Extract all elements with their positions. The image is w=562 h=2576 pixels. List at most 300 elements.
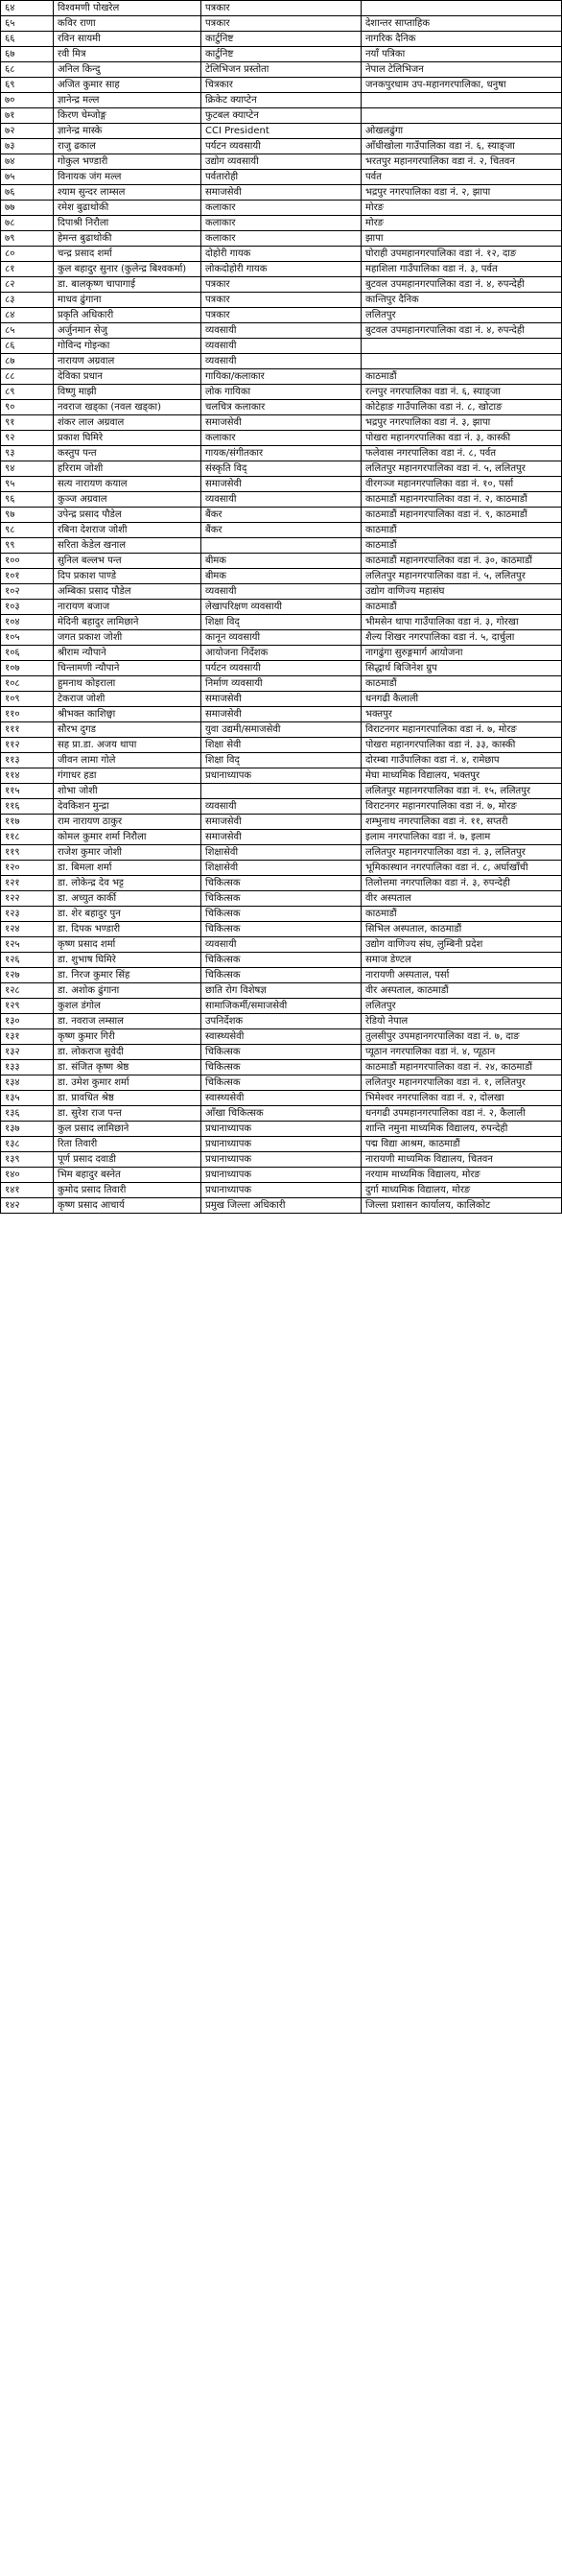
person-name-cell: गंगाधर हडा <box>54 768 201 784</box>
person-name-cell: शोभा जोशी <box>54 784 201 799</box>
table-row <box>1 1183 562 1198</box>
address-cell: भिमेश्वर नगरपालिका वडा नं. २, दोलखा <box>362 1091 562 1106</box>
profession-cell: स्वास्थ्यसेवी <box>201 1091 362 1106</box>
person-name-cell: डा. बालकृष्ण चापागाई <box>54 277 201 293</box>
profession-cell: प्रधानाध्यापक <box>201 1183 362 1198</box>
address-cell: धनगढी उपमहानगरपालिका वडा नं. २, कैलाली <box>362 1106 562 1122</box>
table-row <box>1 707 562 722</box>
address-cell: पोखरा महानगरपालिका वडा नं. ३, कास्की <box>362 431 562 446</box>
address-cell: काठमाडौं <box>362 523 562 538</box>
row-number-cell: १२८ <box>1 983 54 999</box>
profession-cell: बीमक <box>201 554 362 569</box>
person-name-cell: राजेश कुमार जोशी <box>54 845 201 861</box>
row-number-cell: १३२ <box>1 1045 54 1060</box>
table-row <box>1 523 562 538</box>
address-cell: कान्तिपुर दैनिक <box>362 293 562 308</box>
row-number-cell: १११ <box>1 722 54 738</box>
profession-cell: निर्माण व्यवसायी <box>201 676 362 692</box>
table-row <box>1 692 562 707</box>
table-row <box>1 722 562 738</box>
person-name-cell: हुमनाथ कोइराला <box>54 676 201 692</box>
row-number-cell: ८७ <box>1 354 54 369</box>
address-cell: मोरङ <box>362 201 562 216</box>
person-name-cell: रबिना देशराज जोशी <box>54 523 201 538</box>
address-cell: काठमाडौं <box>362 907 562 922</box>
row-number-cell: ८८ <box>1 369 54 385</box>
person-name-cell: राजु ढकाल <box>54 139 201 154</box>
person-name-cell: टेकराज जोशी <box>54 692 201 707</box>
address-cell: नागरिक दैनिक <box>362 32 562 47</box>
address-cell: दुर्गा माध्यमिक विद्यालय, मोरङ <box>362 1183 562 1198</box>
profession-cell: चिकित्सक <box>201 1060 362 1075</box>
row-number-cell: ११९ <box>1 845 54 861</box>
table-row <box>1 768 562 784</box>
profession-cell: CCI President <box>201 124 362 139</box>
table-row <box>1 968 562 983</box>
profession-cell: सामाजिकर्मी/समाजसेवी <box>201 999 362 1014</box>
profession-cell: पर्यटन व्यवसायी <box>201 139 362 154</box>
address-cell: काठमाडौं <box>362 600 562 615</box>
profession-cell: गायक/संगीतकार <box>201 446 362 461</box>
profession-cell: प्रधानाध्यापक <box>201 768 362 784</box>
profession-cell: छाति रोग विशेषज्ञ <box>201 983 362 999</box>
row-number-cell: ११८ <box>1 830 54 845</box>
person-name-cell: डा. प्रावधित श्रेष्ठ <box>54 1091 201 1106</box>
table-row <box>1 262 562 277</box>
person-name-cell: कुल प्रसाद लामिछाने <box>54 1122 201 1137</box>
row-number-cell: ७८ <box>1 216 54 231</box>
row-number-cell: ७६ <box>1 185 54 201</box>
row-number-cell: १३६ <box>1 1106 54 1122</box>
person-name-cell: डा. लोकराज सुवेदी <box>54 1045 201 1060</box>
table-row <box>1 1122 562 1137</box>
profession-cell: पत्रकार <box>201 293 362 308</box>
row-number-cell: ९६ <box>1 492 54 508</box>
profession-cell: चिकित्सक <box>201 1075 362 1091</box>
profession-cell: बैंकर <box>201 523 362 538</box>
person-name-cell: नारायण बजाज <box>54 600 201 615</box>
address-cell <box>362 1 562 16</box>
row-number-cell: ९७ <box>1 508 54 523</box>
address-cell: नरयाम माध्यमिक विद्यालय, मोरङ <box>362 1168 562 1183</box>
person-name-cell: विश्वमणी पोखरेल <box>54 1 201 16</box>
person-name-cell: डा. शेर बहादुर पुन <box>54 907 201 922</box>
table-row <box>1 676 562 692</box>
table-row <box>1 569 562 584</box>
table-row <box>1 1106 562 1122</box>
table-row <box>1 600 562 615</box>
row-number-cell: ९४ <box>1 461 54 477</box>
profession-cell: व्यवसायी <box>201 354 362 369</box>
person-name-cell: अर्जुनमान सेजु <box>54 323 201 339</box>
address-cell: प्यूठान नगरपालिका वडा नं. ४, प्यूठान <box>362 1045 562 1060</box>
profession-cell: पत्रकार <box>201 277 362 293</box>
profession-cell: कलाकार <box>201 431 362 446</box>
profession-cell: कलाकार <box>201 231 362 247</box>
person-name-cell: डा. अशोक ढुंगाना <box>54 983 201 999</box>
person-name-cell: ज्ञानेन्द्र मल्ल <box>54 93 201 108</box>
address-cell: समाज डेण्टल <box>362 953 562 968</box>
row-number-cell: ११६ <box>1 799 54 815</box>
row-number-cell: १२० <box>1 861 54 876</box>
table-row <box>1 815 562 830</box>
profession-cell: उपनिर्देशक <box>201 1014 362 1029</box>
address-cell: घोराही उपमहानगरपालिका वडा नं. १२, दाङ <box>362 247 562 262</box>
row-number-cell: १०४ <box>1 615 54 630</box>
profession-cell: शिक्षा सेवी <box>201 738 362 753</box>
person-name-cell: चन्द्र प्रसाद शर्मा <box>54 247 201 262</box>
row-number-cell: ७२ <box>1 124 54 139</box>
person-name-cell: डा. बिमला शर्मा <box>54 861 201 876</box>
person-name-cell: हरिराम जोशी <box>54 461 201 477</box>
address-cell: ललितपुर महानगरपालिका वडा नं. १, ललितपुर <box>362 1075 562 1091</box>
profession-cell: व्यवसायी <box>201 339 362 354</box>
person-name-cell: उपेन्द्र प्रसाद पौडेल <box>54 508 201 523</box>
address-cell: भीमसेन थापा गाउँपालिका वडा नं. ३, गोरखा <box>362 615 562 630</box>
row-number-cell: ११२ <box>1 738 54 753</box>
address-cell: ललितपुर <box>362 999 562 1014</box>
table-row <box>1 907 562 922</box>
profession-cell: पर्यटन व्यवसायी <box>201 661 362 676</box>
address-cell: वीरगञ्ज महानगरपालिका वडा नं. १०, पर्सा <box>362 477 562 492</box>
row-number-cell: १३७ <box>1 1122 54 1137</box>
address-cell: शैल्य शिखर नगरपालिका वडा नं. ५, दार्चुला <box>362 630 562 646</box>
profession-cell: समाजसेवी <box>201 707 362 722</box>
row-number-cell: ९१ <box>1 415 54 431</box>
person-name-cell: कृष्ण प्रसाद आचार्य <box>54 1198 201 1214</box>
table-row <box>1 983 562 999</box>
address-cell: विराटनगर महानगरपालिका वडा नं. ७, मोरङ <box>362 799 562 815</box>
table-row <box>1 1 562 16</box>
person-name-cell: सौरभ दुगड <box>54 722 201 738</box>
person-name-cell: अजित कुमार साह <box>54 78 201 93</box>
address-cell: पोखरा महानगरपालिका वडा नं. ३३, कास्की <box>362 738 562 753</box>
table-row <box>1 615 562 630</box>
table-row <box>1 446 562 461</box>
table-row <box>1 154 562 170</box>
profession-cell: प्रधानाध्यापक <box>201 1122 362 1137</box>
row-number-cell: ७९ <box>1 231 54 247</box>
table-body <box>1 1 562 1214</box>
row-number-cell: ८१ <box>1 262 54 277</box>
person-name-cell: ज्ञानेन्द्र मास्के <box>54 124 201 139</box>
address-cell <box>362 93 562 108</box>
profession-cell: शिक्षासेवी <box>201 845 362 861</box>
person-name-cell: मेदिनी बहादुर लामिछाने <box>54 615 201 630</box>
row-number-cell: १४२ <box>1 1198 54 1214</box>
row-number-cell: १४० <box>1 1168 54 1183</box>
person-name-cell: डा. नवराज लम्साल <box>54 1014 201 1029</box>
row-number-cell: १३८ <box>1 1137 54 1152</box>
person-name-cell: डा. दिपक भण्डारी <box>54 922 201 937</box>
table-row <box>1 170 562 185</box>
row-number-cell: ८४ <box>1 308 54 323</box>
address-cell: भक्तपुर <box>362 707 562 722</box>
person-name-cell: रमेश बुढाथोकी <box>54 201 201 216</box>
address-cell: जिल्ला प्रशासन कार्यालय, कालिकोट <box>362 1198 562 1214</box>
address-cell <box>362 339 562 354</box>
row-number-cell: १२५ <box>1 937 54 953</box>
table-row <box>1 385 562 400</box>
address-cell: शम्भुनाथ नगरपालिका वडा नं. ११, सप्तरी <box>362 815 562 830</box>
row-number-cell: १०६ <box>1 646 54 661</box>
profession-cell: व्यवसायी <box>201 584 362 600</box>
table-row <box>1 369 562 385</box>
table-row <box>1 247 562 262</box>
person-name-cell: भिम बहादुर बस्नेत <box>54 1168 201 1183</box>
address-cell: रत्नपुर नगरपालिका वडा नं. ६, स्याङ्जा <box>362 385 562 400</box>
address-cell: नयाँ पत्रिका <box>362 47 562 62</box>
person-name-cell: डा. अच्युत कार्की <box>54 891 201 907</box>
address-cell: फलेवास नगरपालिका वडा नं. ८, पर्वत <box>362 446 562 461</box>
profession-cell: बीमक <box>201 569 362 584</box>
address-cell: ललितपुर महानगरपालिका वडा नं. ३, ललितपुर <box>362 845 562 861</box>
person-name-cell: सह प्रा.डा. अजय थापा <box>54 738 201 753</box>
profession-cell: चिकित्सक <box>201 953 362 968</box>
table-row <box>1 108 562 124</box>
person-name-cell: अम्बिका प्रसाद पौडेल <box>54 584 201 600</box>
address-cell: काठमाडौं <box>362 538 562 554</box>
address-cell: वीर अस्पताल, काठमाडौं <box>362 983 562 999</box>
person-name-cell: श्याम सुन्दर लाम्सल <box>54 185 201 201</box>
profession-cell: समाजसेवी <box>201 477 362 492</box>
profession-cell: शिक्षा विद् <box>201 615 362 630</box>
address-cell: ललितपुर महानगरपालिका वडा नं. ५, ललितपुर <box>362 569 562 584</box>
table-row <box>1 784 562 799</box>
row-number-cell: १२४ <box>1 922 54 937</box>
address-cell: इलाम नगरपालिका वडा नं. ७, इलाम <box>362 830 562 845</box>
table-row <box>1 845 562 861</box>
person-name-cell: देवकिशन मुन्द्रा <box>54 799 201 815</box>
person-name-cell: रिता तिवारी <box>54 1137 201 1152</box>
address-cell: ललितपुर महानगरपालिका वडा नं. १५, ललितपुर <box>362 784 562 799</box>
table-row <box>1 16 562 32</box>
row-number-cell: ११४ <box>1 768 54 784</box>
address-cell: नारायणी माध्यमिक विद्यालय, चितवन <box>362 1152 562 1168</box>
profession-cell: समाजसेवी <box>201 815 362 830</box>
address-cell: शान्ति नमुना माध्यमिक विद्यालय, रुपन्देही <box>362 1122 562 1137</box>
row-number-cell: ९८ <box>1 523 54 538</box>
profession-cell: पत्रकार <box>201 308 362 323</box>
address-cell: कोटेहाङ गाउँपालिका वडा नं. ८, खोटाङ <box>362 400 562 415</box>
address-cell: महाशिला गाउँपालिका वडा नं. ३, पर्वत <box>362 262 562 277</box>
table-row <box>1 1045 562 1060</box>
person-name-cell: माधव ढुंगाना <box>54 293 201 308</box>
row-number-cell: ११५ <box>1 784 54 799</box>
profession-cell: समाजसेवी <box>201 415 362 431</box>
address-cell: दोरम्बा गाउँपालिका वडा नं. ४, रामेछाप <box>362 753 562 768</box>
address-cell: काठमाडौं महानगरपालिका वडा नं. ९, काठमाडौं <box>362 508 562 523</box>
row-number-cell: ८५ <box>1 323 54 339</box>
profession-cell: चिकित्सक <box>201 907 362 922</box>
table-row <box>1 231 562 247</box>
address-cell: काठमाडौं <box>362 369 562 385</box>
person-name-cell: सुनिल बल्लभ पन्त <box>54 554 201 569</box>
table-row <box>1 1168 562 1183</box>
profession-cell: कानून व्यवसायी <box>201 630 362 646</box>
row-number-cell: १२३ <box>1 907 54 922</box>
table-row <box>1 1014 562 1029</box>
address-cell: वीर अस्पताल <box>362 891 562 907</box>
row-number-cell: १२७ <box>1 968 54 983</box>
profession-cell: संस्कृति विद् <box>201 461 362 477</box>
row-number-cell: १३० <box>1 1014 54 1029</box>
table-row <box>1 508 562 523</box>
address-cell: सिद्धार्थ बिजिनेश ग्रुप <box>362 661 562 676</box>
person-name-cell: कुशल डंगोल <box>54 999 201 1014</box>
table-row <box>1 1029 562 1045</box>
profession-cell: स्वास्थ्यसेवी <box>201 1029 362 1045</box>
profession-cell: पत्रकार <box>201 16 362 32</box>
address-cell <box>362 354 562 369</box>
row-number-cell: ९२ <box>1 431 54 446</box>
profession-cell: आयोजना निर्देशक <box>201 646 362 661</box>
profession-cell: व्यवसायी <box>201 799 362 815</box>
profession-cell: चिकित्सक <box>201 1045 362 1060</box>
profession-cell: गायिका/कलाकार <box>201 369 362 385</box>
table-row <box>1 415 562 431</box>
person-name-cell: श्रीभक्त काशिछ्वा <box>54 707 201 722</box>
table-row <box>1 861 562 876</box>
table-row <box>1 492 562 508</box>
person-name-cell: जीवन लामा गोले <box>54 753 201 768</box>
address-cell: मोरङ <box>362 216 562 231</box>
table-row <box>1 1137 562 1152</box>
profession-cell: प्रधानाध्यापक <box>201 1137 362 1152</box>
person-name-cell: विनायक जंग मल्ल <box>54 170 201 185</box>
table-row <box>1 62 562 78</box>
address-cell: काठमाडौं महानगरपालिका वडा नं. २४, काठमाडौं <box>362 1060 562 1075</box>
profession-cell: कार्टुनिष्ट <box>201 32 362 47</box>
row-number-cell: ११३ <box>1 753 54 768</box>
person-name-cell: कुल बहादुर सुनार (कुलेन्द्र बिश्वकर्मा) <box>54 262 201 277</box>
address-cell: धनगढी कैलाली <box>362 692 562 707</box>
row-number-cell: ६६ <box>1 32 54 47</box>
table-row <box>1 293 562 308</box>
address-cell: ललितपुर <box>362 308 562 323</box>
person-name-cell: कस्तुप पन्त <box>54 446 201 461</box>
table-row <box>1 216 562 231</box>
row-number-cell: ८२ <box>1 277 54 293</box>
profession-cell: टेलिभिजन प्रस्तोता <box>201 62 362 78</box>
table-row <box>1 124 562 139</box>
person-name-cell: नवराज खड्का (नवल खड्का) <box>54 400 201 415</box>
person-name-cell: सत्य नारायण कयाल <box>54 477 201 492</box>
profession-cell: उद्योग व्यवसायी <box>201 154 362 170</box>
table-row <box>1 323 562 339</box>
table-row <box>1 953 562 968</box>
profession-cell: दोहोरी गायक <box>201 247 362 262</box>
row-number-cell: १०५ <box>1 630 54 646</box>
row-number-cell: ८३ <box>1 293 54 308</box>
profession-cell: बैंकर <box>201 508 362 523</box>
address-cell: झापा <box>362 231 562 247</box>
person-name-cell: डा. शुभाष घिमिरे <box>54 953 201 968</box>
person-name-cell: श्रीराम न्यौपाने <box>54 646 201 661</box>
row-number-cell: ७१ <box>1 108 54 124</box>
profession-cell: समाजसेवी <box>201 185 362 201</box>
person-name-cell: प्रकाश घिमिरे <box>54 431 201 446</box>
row-number-cell: ८० <box>1 247 54 262</box>
table-row <box>1 630 562 646</box>
table-row <box>1 354 562 369</box>
profession-cell: प्रधानाध्यापक <box>201 1168 362 1183</box>
address-cell: काठमाडौं <box>362 676 562 692</box>
person-name-cell: डा. संजित कृष्ण श्रेष्ठ <box>54 1060 201 1075</box>
person-name-cell: डा. उमेश कुमार शर्मा <box>54 1075 201 1091</box>
address-cell: भरतपुर महानगरपालिका वडा नं. २, चितवन <box>362 154 562 170</box>
table-row <box>1 584 562 600</box>
person-name-cell: अनिल किन्दु <box>54 62 201 78</box>
address-cell: भद्रपुर नगरपालिका वडा नं. ३, झापा <box>362 415 562 431</box>
address-cell: नारायणी अस्पताल, पर्सा <box>362 968 562 983</box>
profession-cell: कलाकार <box>201 216 362 231</box>
address-cell: तिलोत्तमा नगरपालिका वडा नं. ३, रुपन्देही <box>362 876 562 891</box>
profession-cell: चिकित्सक <box>201 891 362 907</box>
person-name-cell: नारायण अग्रवाल <box>54 354 201 369</box>
person-name-cell: गोकुल भण्डारी <box>54 154 201 170</box>
row-number-cell: ६९ <box>1 78 54 93</box>
person-name-cell: गोविन्द गोइन्का <box>54 339 201 354</box>
person-name-cell: शंकर लाल अग्रवाल <box>54 415 201 431</box>
person-name-cell: कुमोद प्रसाद तिवारी <box>54 1183 201 1198</box>
row-number-cell: १०० <box>1 554 54 569</box>
address-cell: ओखलढुंगा <box>362 124 562 139</box>
address-cell: जनकपुरधाम उप-महानगरपालिका, धनुषा <box>362 78 562 93</box>
row-number-cell: १०७ <box>1 661 54 676</box>
table-row <box>1 308 562 323</box>
address-cell: नेपाल टेलिभिजन <box>362 62 562 78</box>
profession-cell: प्रधानाध्यापक <box>201 1152 362 1168</box>
row-number-cell: ७४ <box>1 154 54 170</box>
row-number-cell: ७५ <box>1 170 54 185</box>
table-row <box>1 1091 562 1106</box>
table-row <box>1 922 562 937</box>
row-number-cell: १०९ <box>1 692 54 707</box>
profession-cell: फुटबल क्याप्टेन <box>201 108 362 124</box>
profession-cell: लोक गायिका <box>201 385 362 400</box>
row-number-cell: ९३ <box>1 446 54 461</box>
table-row <box>1 32 562 47</box>
person-name-cell: डा. निरज कुमार सिंह <box>54 968 201 983</box>
table-row <box>1 554 562 569</box>
profession-cell: पर्वतारोही <box>201 170 362 185</box>
table-row <box>1 661 562 676</box>
profession-cell: शिक्षासेवी <box>201 861 362 876</box>
table-row <box>1 1060 562 1075</box>
address-cell: पद्म विद्या आश्रम, काठमाडौं <box>362 1137 562 1152</box>
profession-cell: लोकदोहोरी गायक <box>201 262 362 277</box>
row-number-cell: ११७ <box>1 815 54 830</box>
address-cell: रेडियो नेपाल <box>362 1014 562 1029</box>
person-name-cell: पूर्ण प्रसाद दवाडी <box>54 1152 201 1168</box>
row-number-cell: ६४ <box>1 1 54 16</box>
row-number-cell: ११० <box>1 707 54 722</box>
row-number-cell: १३१ <box>1 1029 54 1045</box>
profession-cell: लेखापरिक्षण व्यवसायी <box>201 600 362 615</box>
profession-cell: कार्टुनिष्ट <box>201 47 362 62</box>
address-cell: तुलसीपुर उपमहानगरपालिका वडा नं. ७, दाङ <box>362 1029 562 1045</box>
profession-cell: चिकित्सक <box>201 876 362 891</box>
table-row <box>1 139 562 154</box>
address-cell: भूमिकास्थान नगरपालिका वडा नं. ८, अर्घाखाँची <box>362 861 562 876</box>
address-cell: भद्रपुर नगरपालिका वडा नं. २, झापा <box>362 185 562 201</box>
profession-cell: शिक्षा विद् <box>201 753 362 768</box>
profession-cell <box>201 538 362 554</box>
address-cell: देशान्तर साप्ताहिक <box>362 16 562 32</box>
table-row <box>1 738 562 753</box>
person-name-cell: विष्णु माझी <box>54 385 201 400</box>
